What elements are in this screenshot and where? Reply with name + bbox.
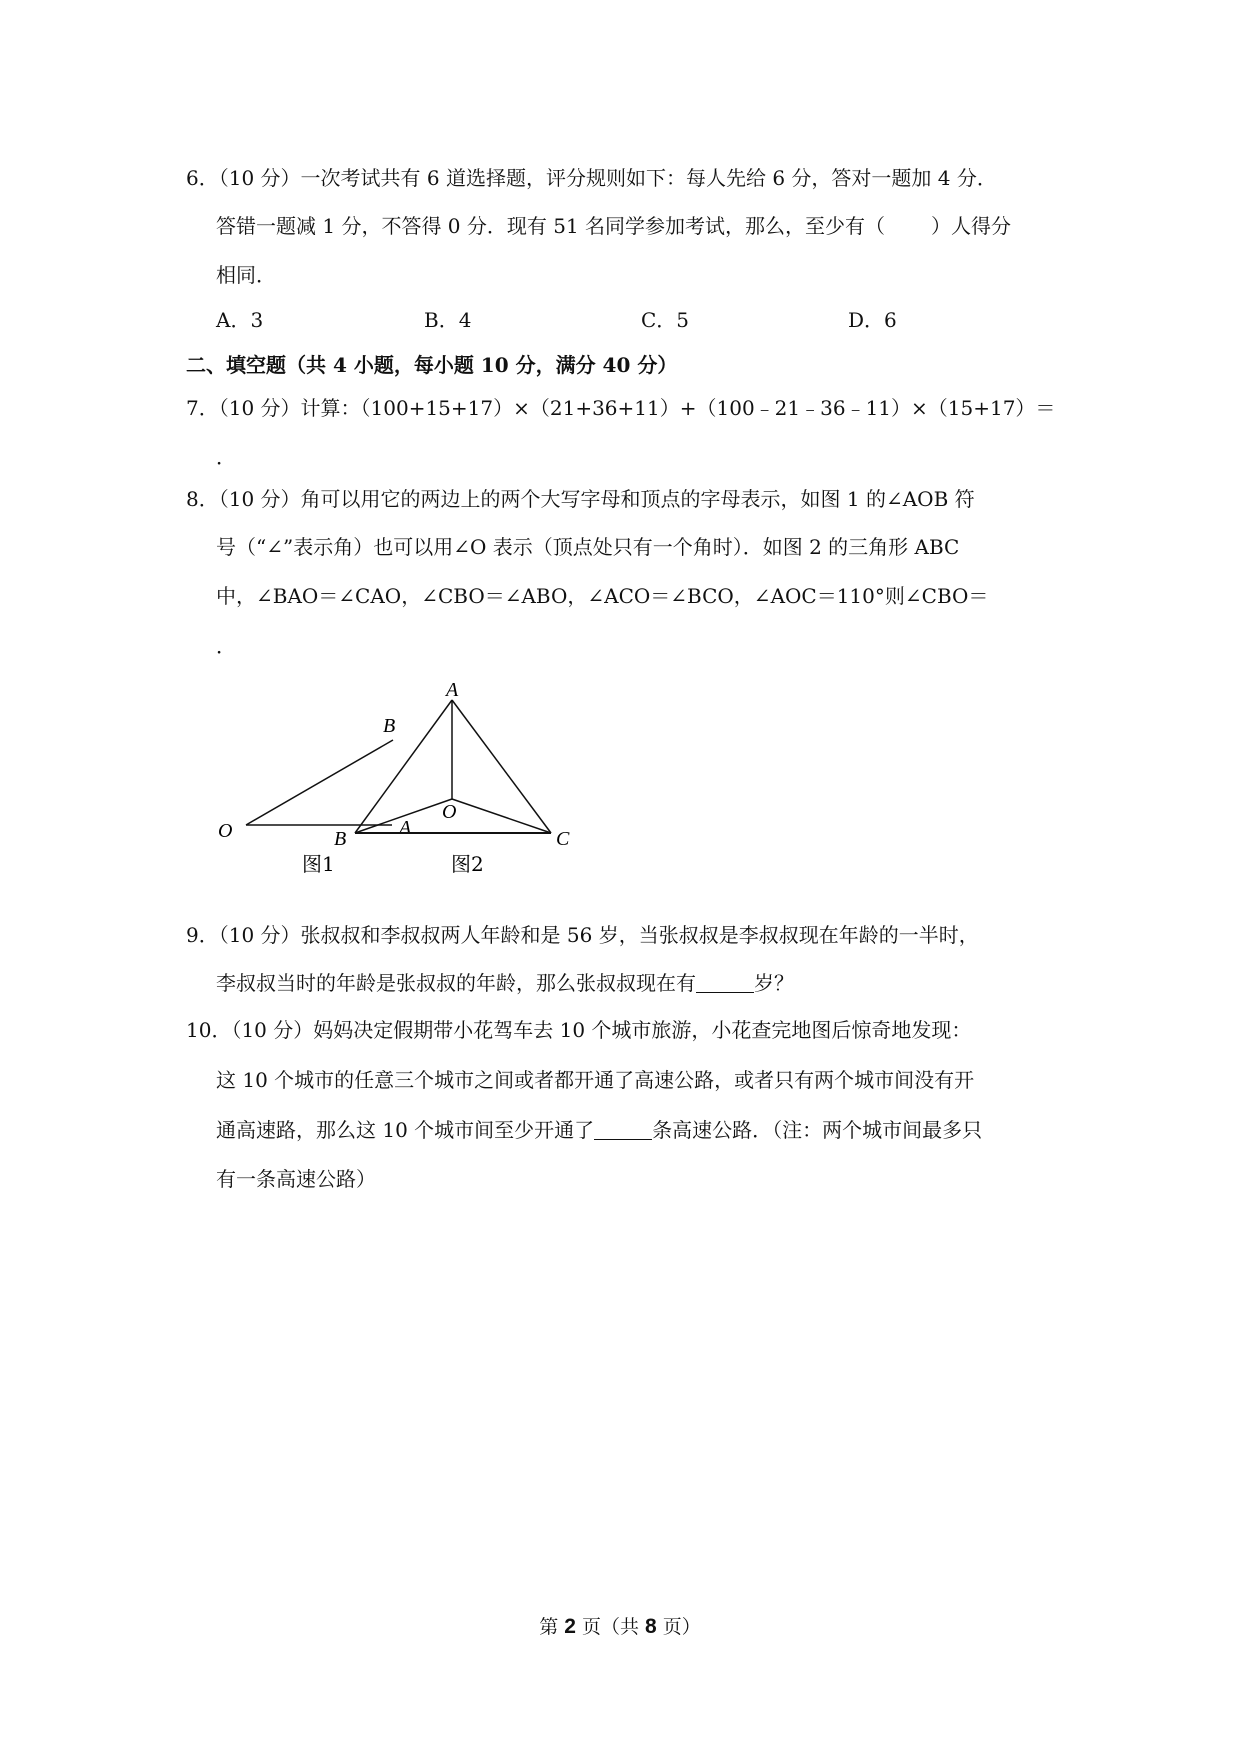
q9-line2-part1: 李叔叔当时的年龄是张叔叔的年龄，那么张叔叔现在有: [216, 971, 696, 995]
section-heading: 二、填空题（共 4 小题，每小题 10 分，满分 40 分）: [186, 353, 678, 377]
side-ab: [355, 700, 452, 833]
q6-line1: 6．（10 分）一次考试共有 6 道选择题，评分规则如下：每人先给 6 分，答对一题加 4 分．: [186, 166, 997, 190]
q9-line2: [216, 969, 794, 997]
label-c2: C: [556, 828, 570, 850]
label-o: O: [218, 820, 233, 842]
label-b: B: [383, 715, 396, 737]
q10-line1: 10．（10 分）妈妈决定假期带小花驾车去 10 个城市旅游，小花查完地图后惊奇地发现：: [186, 1018, 972, 1042]
q6-line2-part2: ）人得分: [931, 214, 1012, 238]
figure-2-caption: 图2: [451, 852, 484, 876]
option-d: D．6: [848, 308, 897, 332]
q9-line2-part2: 岁？: [754, 971, 794, 995]
option-a: A．3: [216, 308, 264, 332]
answer-blank: [696, 972, 754, 993]
q9-line1: 9．（10 分）张叔叔和李叔叔两人年龄和是 56 岁，当张叔叔是李叔叔现在年龄的一半时，: [186, 923, 979, 947]
side-ac: [452, 700, 551, 833]
geometry-figure: [206, 670, 706, 880]
q8-line3: 中，∠BAO＝∠CAO，∠CBO＝∠ABO，∠ACO＝∠BCO，∠AOC＝110°则∠CBO＝: [216, 584, 989, 608]
label-o2: O: [442, 801, 457, 823]
label-a: A: [399, 817, 412, 839]
q10-line3: [216, 1116, 982, 1144]
footer-suffix: 页）: [656, 1616, 701, 1638]
q10-line2: 这 10 个城市的任意三个城市之间或者都开通了高速公路，或者只有两个城市间没有开: [216, 1068, 975, 1092]
q7-line2: ．: [216, 445, 236, 469]
page-number: 2: [564, 1615, 576, 1638]
option-b: B．4: [424, 308, 472, 332]
q10-line3-part2: 条高速公路．（注：两个城市间最多只: [652, 1118, 983, 1142]
page-total: 8: [645, 1615, 657, 1638]
answer-blank: [594, 1119, 652, 1140]
q8-line1: 8．（10 分）角可以用它的两边上的两个大写字母和顶点的字母表示，如图 1 的∠AOB 符: [186, 487, 975, 511]
option-c: C．5: [641, 308, 690, 332]
page-footer: [0, 1614, 1240, 1640]
q8-line4: ．: [216, 634, 236, 658]
q7-line1: 7．（10 分）计算：（100+15+17）×（21+36+11）+（100﹣21﹣36﹣11）×（15+17）＝: [186, 396, 1056, 420]
label-b2: B: [334, 828, 347, 850]
footer-middle: 页（共: [575, 1616, 646, 1638]
q10-line3-part1: 通高速路，那么这 10 个城市间至少开通了: [216, 1118, 595, 1142]
figure-1-caption: 图1: [302, 852, 335, 876]
q8-line2: 号（“∠”表示角）也可以用∠O 表示（顶点处只有一个角时）．如图 2 的三角形 ABC: [216, 535, 960, 559]
q6-line2: [216, 212, 1011, 240]
segment-co: [452, 799, 551, 833]
figure-2: [334, 679, 570, 876]
label-a2: A: [446, 679, 459, 701]
q10-line4: 有一条高速公路）: [216, 1167, 376, 1191]
footer-prefix: 第: [539, 1616, 565, 1638]
q6-line3: 相同．: [216, 263, 276, 287]
q6-line2-part1: 答错一题减 1 分，不答得 0 分．现有 51 名同学参加考试，那么，至少有（: [216, 214, 886, 238]
